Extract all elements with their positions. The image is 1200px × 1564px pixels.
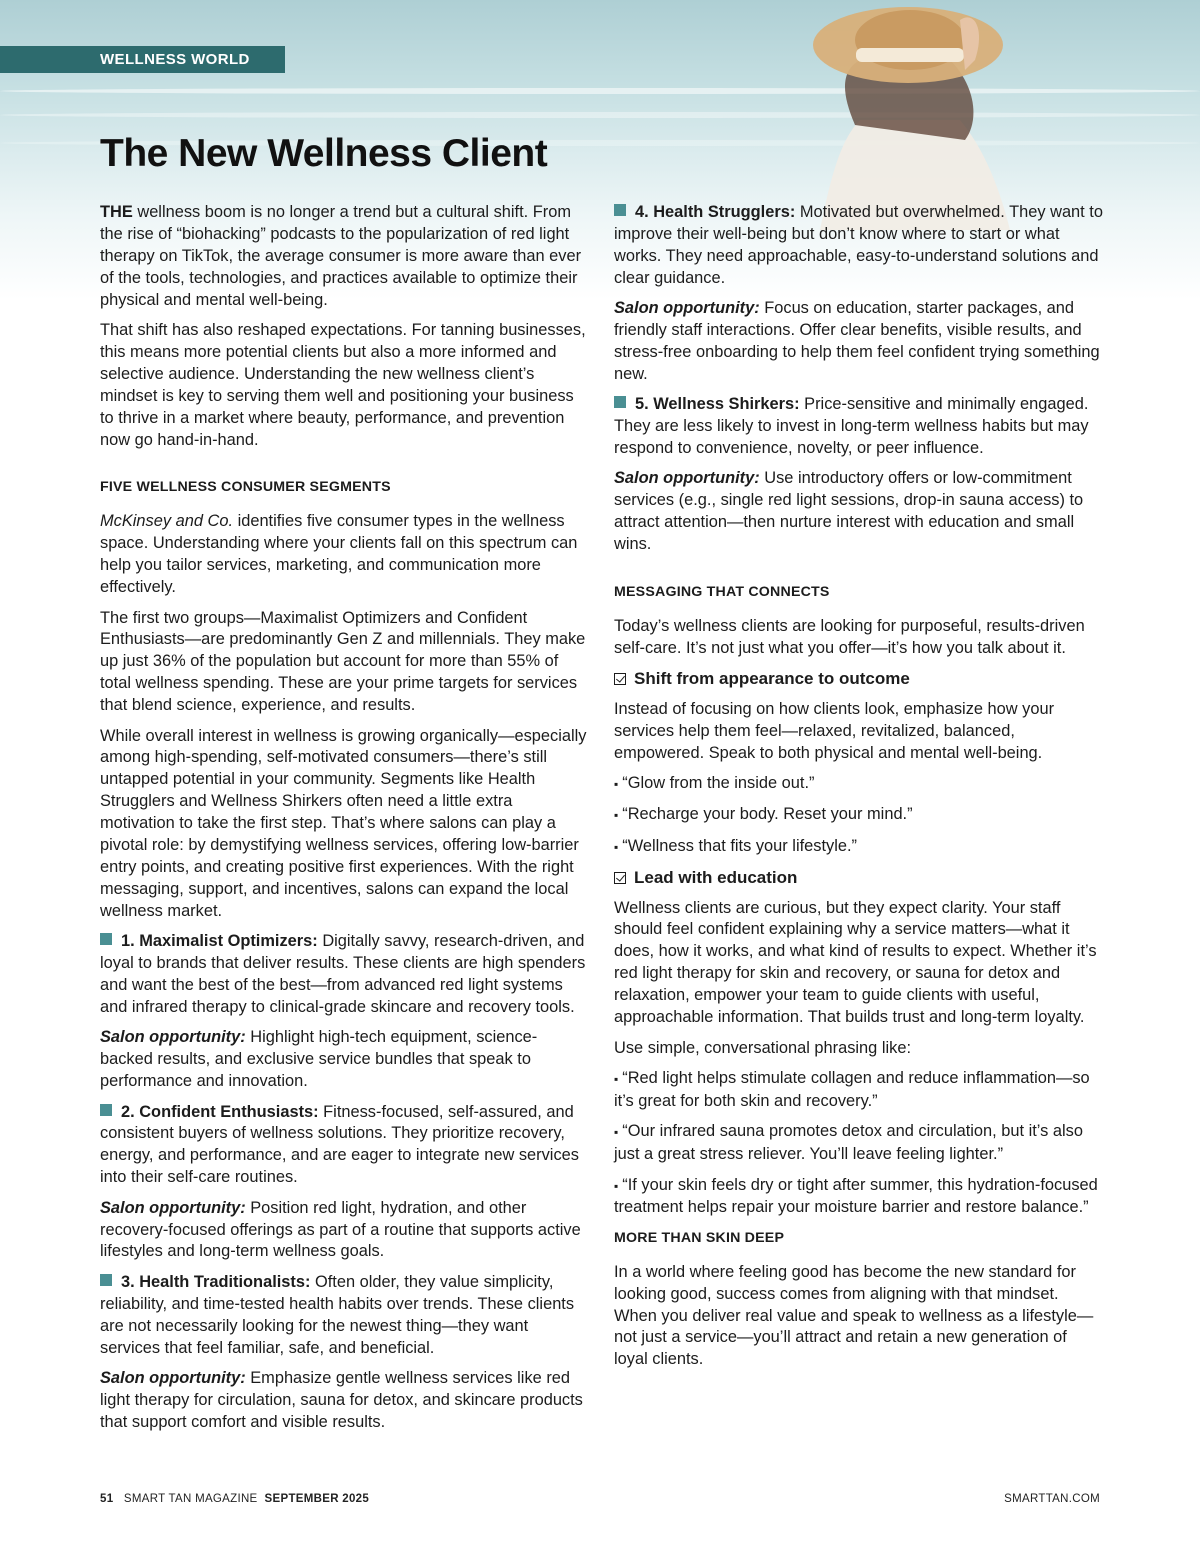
opportunity-text: Emphasize gentle wellness services like red light therapy for circulation, sauna for detox, and skincare products that support comfort and visible results. (100, 1369, 583, 1431)
subheading-text: Shift from appearance to outcome (634, 669, 910, 689)
square-bullet-icon (100, 933, 112, 945)
quote-text: “Glow from the inside out.” (622, 773, 815, 792)
page-number: 51 (100, 1493, 114, 1505)
bullet-icon: ▪ (614, 839, 619, 854)
square-bullet-icon (100, 1274, 112, 1286)
right-column (614, 202, 1104, 1380)
woman-in-hat-illustration (760, 0, 1020, 230)
salon-opportunity (100, 1368, 590, 1434)
segment-description: Digitally savvy, research-driven, and loyal to brands that deliver results. These clients are high spenders and want the best of the best—from advanced red light systems and infrared therapy to clinical-grade skincare and recovery tools. (100, 932, 586, 1016)
segment-title: 3. Health Traditionalists: (121, 1272, 311, 1291)
intro-lead: THE (100, 203, 133, 221)
bullet-icon: ▪ (614, 808, 619, 823)
bullet-icon: ▪ (614, 1125, 619, 1140)
checkbox-icon (614, 673, 626, 685)
intro-text: wellness boom is no longer a trend but a cultural shift. From the rise of “biohacking” podcasts to the popularization of red light therapy on TikTok, the average consumer is more aware than ever of the tools, technologies, and practices available to optimize their physical and mental well-being. (100, 203, 582, 309)
paragraph: Wellness clients are curious, but they expect clarity. Your staff should feel confident explaining why a service matters—what it does, how it works, and what kind of results to expect. Whether it’s red light therapy for skin and recovery, or sauna for detox and relaxation, empower your team to guide clients with useful, approachable information. That builds trust and long-term loyalty. (614, 898, 1097, 1027)
website-link[interactable]: SMARTTAN.COM (1004, 1493, 1100, 1505)
quote-text: “If your skin feels dry or tight after summer, this hydration-focused treatment helps repair your moisture barrier and restore balance.” (614, 1175, 1098, 1217)
segment-title: 1. Maximalist Optimizers: (121, 932, 318, 951)
opportunity-label: Salon opportunity: (100, 1369, 246, 1387)
bullet-icon: ▪ (614, 1178, 619, 1193)
list-item (614, 1068, 1104, 1113)
segment-description: Motivated but overwhelmed. They want to improve their well-being but don’t know where to start or what works. They need approachable, easy-to-understand solutions and clear guidance. (614, 203, 1103, 287)
segment-title: 2. Confident Enthusiasts: (121, 1102, 319, 1121)
quote-text: “Red light helps stimulate collagen and reduce inflammation—so it’s great for both skin and recovery.” (614, 1068, 1090, 1110)
wave-line (0, 112, 1200, 118)
salon-opportunity (614, 298, 1104, 386)
source-name: McKinsey and Co. (100, 512, 234, 531)
paragraph-text: identifies five consumer types in the wellness space. Understanding where your clients fall on this spectrum can help you tailor services, marketing, and communication more effectively. (100, 512, 578, 597)
subheading-shift (614, 668, 1104, 690)
page-title: The New Wellness Client (100, 132, 548, 175)
paragraph: Use simple, conversational phrasing like: (614, 1038, 911, 1057)
paragraph: While overall interest in wellness is growing organically—especially among high-spending, self-motivated consumers—there’s still untapped potential in your community. Segments like Health Strugglers and Wellness Shirkers often need a little extra motivation to take the first step. That’s where salons can play a pivotal role: by demystifying wellness services, offering low-barrier entry points, and creating positive first experiences. With the right messaging, support, and incentives, salons can expand the local wellness market. (100, 726, 587, 920)
magazine-name: SMART TAN MAGAZINE (123, 1493, 258, 1505)
segment-item (614, 202, 1104, 290)
issue-date: SEPTEMBER 2025 (264, 1493, 370, 1505)
paragraph: Today’s wellness clients are looking for purposeful, results-driven self-care. It’s not just what you offer—it’s how you talk about it. (614, 617, 1085, 657)
intro-paragraph (100, 202, 590, 312)
square-bullet-icon (614, 396, 626, 408)
paragraph: The first two groups—Maximalist Optimizers and Confident Enthusiasts—are predominantly Gen Z and millennials. They make up just 36% of the population but account for more than 55% of total wellness spending. These are your prime targets for services that blend science, experience, and results. (100, 608, 586, 715)
square-bullet-icon (100, 1104, 112, 1116)
paragraph (100, 511, 590, 599)
segment-item (614, 394, 1104, 460)
subheading-text: Lead with education (634, 868, 798, 888)
section-heading-messaging: MESSAGING THAT CONNECTS (614, 584, 830, 601)
segment-title: 5. Wellness Shirkers: (635, 395, 800, 414)
quote-text: “Our infrared sauna promotes detox and circulation, but it’s also just a great stress reliever. You’ll leave feeling lighter.” (614, 1122, 1083, 1164)
salon-opportunity (100, 1027, 590, 1093)
opportunity-label: Salon opportunity: (614, 469, 760, 488)
list-item (614, 773, 1104, 796)
section-tag: WELLNESS WORLD (0, 46, 285, 73)
list-item (614, 836, 1104, 859)
opportunity-text: Position red light, hydration, and other recovery-focused offerings as part of a routine that supports active lifestyles and long-term wellness goals. (100, 1198, 581, 1261)
segment-description: Price-sensitive and minimally engaged. They are less likely to invest in long-term wellness habits but may respond to convenience, novelty, or peer influence. (614, 395, 1089, 458)
footer-left (100, 1493, 369, 1505)
section-heading-segments: FIVE WELLNESS CONSUMER SEGMENTS (100, 479, 391, 496)
salon-opportunity (614, 468, 1104, 556)
section-heading-more: MORE THAN SKIN DEEP (614, 1229, 785, 1246)
opportunity-text: Highlight high-tech equipment, science-backed results, and exclusive service bundles that speak to performance and innovation. (100, 1028, 538, 1091)
segment-description: Often older, they value simplicity, reliability, and time-tested health habits over trends. These clients are not necessarily looking for the newest thing—they want services that feel familiar, safe, and beneficial. (100, 1272, 575, 1357)
segment-description: Fitness-focused, self-assured, and consistent buyers of wellness solutions. They prioritize recovery, energy, and performance, and are eager to integrate new services into their self-care routines. (100, 1102, 579, 1187)
list-item (614, 804, 1104, 827)
left-column (100, 202, 590, 1442)
segment-title: 4. Health Strugglers: (635, 203, 796, 221)
list-item (614, 1121, 1104, 1166)
opportunity-label: Salon opportunity: (100, 1198, 246, 1217)
square-bullet-icon (614, 204, 626, 216)
opportunity-text: Focus on education, starter packages, and friendly staff interactions. Offer clear benefits, visible results, and stress-free onboarding to help them feel confident trying something new. (614, 299, 1100, 383)
opportunity-text: Use introductory offers or low-commitment services (e.g., single red light sessions, drop-in sauna access) to attract attention—then nurture interest with education and small wins. (614, 469, 1084, 554)
paragraph: That shift has also reshaped expectations. For tanning businesses, this means more potential clients but also a more informed and selective audience. Understanding the new wellness client’s mindset is key to serving them well and positioning your business to thrive in a market where beauty, performance, and prevention now go hand-in-hand. (100, 321, 586, 449)
opportunity-label: Salon opportunity: (614, 299, 760, 318)
subheading-education (614, 867, 1104, 889)
wave-line (0, 88, 1200, 94)
bullet-icon: ▪ (614, 776, 619, 791)
segment-item (100, 1272, 590, 1360)
list-item (614, 1175, 1104, 1220)
checkbox-icon (614, 872, 626, 884)
bullet-icon: ▪ (614, 1071, 619, 1086)
quote-text: “Recharge your body. Reset your mind.” (622, 805, 913, 824)
segment-item (100, 931, 590, 1019)
salon-opportunity (100, 1198, 590, 1264)
opportunity-label: Salon opportunity: (100, 1028, 246, 1047)
segment-item (100, 1102, 590, 1190)
quote-text: “Wellness that fits your lifestyle.” (622, 836, 857, 855)
paragraph: Instead of focusing on how clients look, emphasize how your services help them feel—relaxed, revitalized, balanced, empowered. Speak to both physical and mental well-being. (614, 699, 1055, 762)
paragraph: In a world where feeling good has become the new standard for looking good, success comes from aligning with that mindset. When you deliver real value and speak to wellness as a lifestyle—not just a service—you’ll attract and retain a new generation of loyal clients. (614, 1262, 1094, 1369)
